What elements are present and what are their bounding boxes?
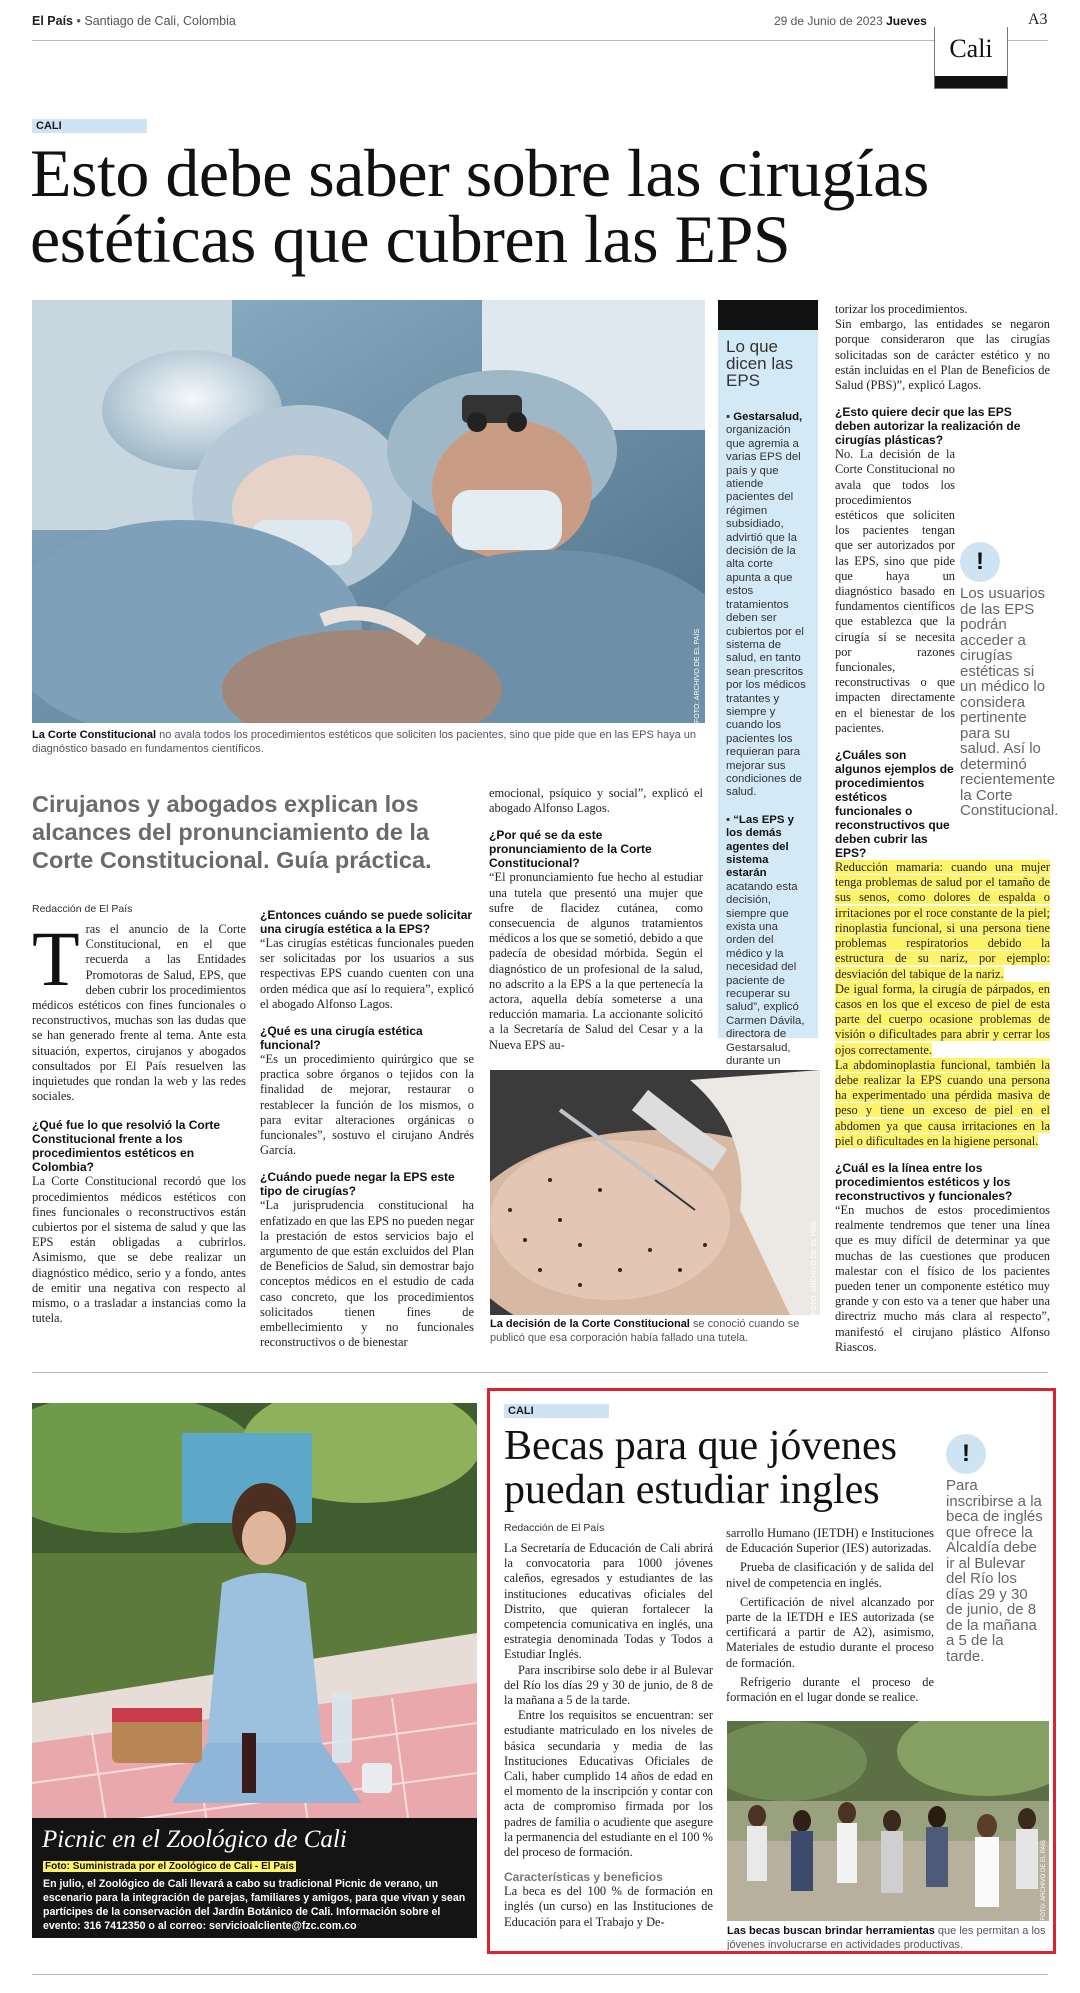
photo-credit: FOTO: ARCHIVO DE EL PAÍS xyxy=(694,628,701,723)
page-number: A3 xyxy=(1028,11,1048,28)
photo-caption xyxy=(32,728,705,756)
section-bar xyxy=(935,76,1007,88)
answer-5: “El pronunciamiento fue hecho al estudiar una tutela que presentó una mujer que sufre de flacidez cutánea, como consecuencia de algunos tratamientos médicos a los que se sometió, debido a que padecía de obesidad mórbida. Según el diagnóstico de un profesional de la salud, no adscrito a la EPS a la que pertenecía la actora, aquella debía someterse a una reducción mamaria. La accionante solicitó a la Secretaría de Salud del Cesar y a la Nueva EPS au- xyxy=(489,870,703,1052)
question-3: ¿Qué es una cirugía estética funcional? xyxy=(260,1024,423,1053)
photo-2-caption xyxy=(490,1317,820,1345)
sidebar-item-2-text: acatando esta decisión, siempre que exista una orden del médico y la necesidad del paciente de recuperar su salud”, explicó Carmen Dávila, directora de Gestarsalud, durante un xyxy=(726,880,805,1068)
highlight-1-text: Reducción mamaria: cuando una mujer tenga problemas de salud por el tamaño de sus senos, como dolores de espalda o irritaciones por el roce constante de la piel; rinoplastia funcional, si una persona tiene problemas respiratorios debido la estructura de su nariz, por ejemplo: desviación del tabique de la nariz. xyxy=(835,860,1050,981)
becas-subhead: Características y beneficios xyxy=(504,1870,663,1885)
scalpel-illustration xyxy=(490,1070,820,1315)
picnic-box xyxy=(32,1818,477,1938)
answer-3: “Es un procedimiento quirúrgico que se practica sobre órganos o tejidos con la finalidad de mejorar, restaurar o restablecer la función de los mismos, o para evitar alteraciones orgánicas o funcionales”, sostuvo el cirujano Andrés García. xyxy=(260,1052,474,1158)
becas-p4: La beca es del 100 % de formación en inglés (un curso) en las Instituciones de Educación para el Trabajo y De- xyxy=(504,1884,713,1929)
becas-column-1 xyxy=(504,1541,713,1930)
surgery-illustration xyxy=(32,300,705,723)
sidebar-bar xyxy=(718,300,818,330)
section-label: Cali xyxy=(949,34,993,63)
location: Santiago de Cali, Colombia xyxy=(84,14,236,28)
answer-2: “Las cirugías estéticas funcionales pueden ser solicitadas por los usuarios a sus respectivas EPS cuando cuenten con una orden médica que así lo requiera”, explicó el abogado Alfonso Lagos. xyxy=(260,936,474,1011)
sidebar-item-1-text: organización que agremia a varias EPS del país y que atiende pacientes del régimen subsidiado, advirtió que la decisión de la alta corte apunta a que estos tratamientos deben ser cubiertos por el sistema de salud, en tanto sean prescritos por los médicos tratantes y siempre y cuando los pacientes los requieran para mejorar sus condiciones de salud. xyxy=(726,424,806,799)
caption-bold: La Corte Constitucional xyxy=(32,729,157,741)
becas-byline: Redacción de El País xyxy=(504,1522,605,1534)
answer-5-cont: torizar los procedimientos. xyxy=(835,302,968,316)
question-4: ¿Cuándo puede negar la EPS este tipo de cirugías? xyxy=(260,1170,455,1199)
photo-2-caption-bold: La decisión de la Corte Constitucional xyxy=(490,1318,690,1330)
highlight-3 xyxy=(835,1058,1050,1149)
footer-rule xyxy=(32,1974,1048,1975)
question-1: ¿Qué fue lo que resolvió la Corte Constitucional frente a los procedimientos estéticos en Colombia? xyxy=(32,1118,221,1175)
weekday: Jueves xyxy=(886,14,927,28)
becas-p1: La Secretaría de Educación de Cali abrirá la convocatoria para 1000 jóvenes caleños, egresados y estudiantes de las instituciones educativas oficiales del Distrito, que quieran fortalecer la competencia comunicativa en inglés, una estrategia denominada Todas y Todos a Estudiar Inglés. xyxy=(504,1541,713,1662)
sidebar-item-2-bold: “Las EPS y los demás agentes del sistema estarán xyxy=(726,813,794,880)
sidebar-item-2: ▪ “Las EPS y los demás agentes del sistema estarán acatando esta decisión, siempre que exista una orden del médico y la necesidad del paciente de recuperar su salud”, explicó Carmen Dávila, directora de Gestarsalud, durante un xyxy=(726,814,810,1122)
becas-p3: Entre los requisitos se encuentran: ser estudiante matriculado en los niveles de básica secundaria y media de las Instituciones Educativas Oficiales de Cali, haber cumplido 14 años de edad en el momento de la inscripción y contar con acta de compromiso firmada por los padres de familia o acudiente que asegure la permanencia del estudiante en el 100 % del proceso de formación. xyxy=(504,1708,713,1860)
caption-text: no avala todos los procedimientos estéticos que soliciten los pacientes, sino que pide que en las EPS haya un diagnóstico basado en fundamentos científicos. xyxy=(32,729,697,755)
section-divider xyxy=(32,1372,1048,1373)
callout-eps xyxy=(960,542,1059,819)
answer-5-cont-b: Sin embargo, las entidades se negaron porque consideraron que las cirugías solicitadas son de carácter estético y no están incluidas en el Plan de Beneficios de Salud (PBS)”, explicó Lagos. xyxy=(835,317,1050,393)
students-caption-text: que les permitan a los jóvenes involucrarse en actividades productivas. xyxy=(727,1925,1046,1950)
sidebar-item-1-bold: Gestarsalud, xyxy=(733,411,803,423)
question-2: ¿Entonces cuándo se puede solicitar una cirugía estética a la EPS? xyxy=(260,908,473,936)
section-tag: CALI xyxy=(32,119,147,133)
question-5: ¿Por qué se da este pronunciamiento de la Corte Constitucional? xyxy=(489,828,652,871)
becas-c2p3: Certificación de nivel alcanzado por parte de la IETDH e IES autorizada (se certificará a partir de A2), asimismo, Materiales de estudio durante el proceso de formación. xyxy=(726,1594,934,1670)
question-8: ¿Cuál es la línea entre los procedimientos estéticos y los reconstructivos y funcionales? xyxy=(835,1160,1013,1203)
becas-c2p4: Refrigerio durante el proceso de formación en el lugar donde se realice. xyxy=(726,1674,934,1705)
callout-text: Los usuarios de las EPS podrán acceder a cirugías estéticas si un médico lo considera pertinente para su salud. Así lo determinó recientemente la Corte Constitucional. xyxy=(960,585,1059,819)
becas-c2p1: sarrollo Humano (IETDH) e Instituciones de Educación Superior (IES) autorizadas. xyxy=(726,1526,934,1556)
question-6: ¿Esto quiere decir que las EPS deben autorizar la realización de cirugías plásticas? xyxy=(835,405,1021,448)
exclamation-icon: ! xyxy=(960,542,1000,582)
question-7: ¿Cuáles son algunos ejemplos de procedimientos estéticos funcionales o reconstructivos que deben cubrir las EPS? xyxy=(835,748,954,861)
students-caption xyxy=(727,1924,1047,1950)
column-4 xyxy=(835,302,1059,1355)
becas-c2p2: Prueba de clasificación y de salida del nivel de competencia en inglés. xyxy=(726,1560,934,1590)
becas-tag: CALI xyxy=(504,1404,609,1418)
answer-4-cont: emocional, psíquico y social”, explicó el abogado Alfonso Lagos. xyxy=(489,786,703,816)
becas-column-2 xyxy=(726,1526,934,1705)
highlight-1 xyxy=(835,860,1050,982)
masthead-left xyxy=(32,14,236,28)
sidebar-eps xyxy=(718,300,818,1068)
main-headline: Esto debe saber sobre las cirugías estéticas que cubren las EPS xyxy=(30,135,929,277)
masthead-date xyxy=(774,14,927,28)
bullet: • xyxy=(76,14,81,28)
answer-8: “En muchos de estos procedimientos realmente tendremos que tener una línea que es muy difícil de determinar ya que muchas de las cuestiones que producen malestar con el físico de los pacientes pueden tener un componente estético muy grande y con esto va a tener que haber una directriz mucho más clara al respecto”, manifestó el cirujano plástico Alfonso Riascos. xyxy=(835,1202,1050,1354)
photo-2-caption-text: se conoció cuando se publicó que esa corporación había fallado una tutela. xyxy=(490,1318,800,1344)
answer-6: No. La decisión de la Corte Constitucional no avala que todos los procedimientos estéticos que soliciten los pacientes tengan que ser autorizados por las EPS, sino que pide que haya un diagnóstico basado en fundamentos científicos que establezca que la cirugía sí se necesita por razones funcionales, reconstructivas o que impacten directamente en el bienestar de los pacientes. xyxy=(835,447,955,735)
picnic-credit: Foto: Suministrada por el Zoológico de Cali - El País xyxy=(45,1861,294,1872)
becas-headline: Becas para que jóvenes puedan estudiar ingles xyxy=(504,1423,897,1513)
sidebar-title: Lo que dicen las EPS xyxy=(726,337,794,390)
surgery-photo xyxy=(32,300,705,723)
byline: Redacción de El País xyxy=(32,903,133,915)
answer-4: “La jurisprudencia constitucional ha enfatizado en que las EPS no pueden negar la prestación de estos servicios bajo el argumento de que están excluidos del Plan de Beneficios de Salud, sin demostrar bajo conceptos médicos en el estudio de cada caso concreto, que los procedimientos solicitados tienen fines de embellecimiento y no funcionales reconstructivos o de bienestar xyxy=(260,1198,474,1350)
surgery-photo-2 xyxy=(490,1070,820,1315)
becas-p2: Para inscribirse solo debe ir al Bulevar del Río los días 29 y 30 de junio, de 8 de la mañana a 5 de la tarde. xyxy=(504,1662,713,1708)
date: 29 de Junio de 2023 xyxy=(774,14,883,28)
becas-exclamation-icon: ! xyxy=(946,1434,986,1474)
masthead-rule xyxy=(32,40,1048,41)
column-2 xyxy=(260,908,474,1350)
students-caption-bold: Las becas buscan brindar herramientas xyxy=(727,1925,935,1937)
dropcap: T xyxy=(32,915,80,1002)
students-illustration xyxy=(727,1721,1049,1921)
paper-name: El País xyxy=(32,14,73,28)
photo-2-credit: FOTO: ARCHIVO DE EL PAÍS xyxy=(811,1220,818,1315)
intro-paragraph: ras el anuncio de la Corte Constitucional, en el que recuerda a las Entidades Promotoras de Salud, EPS, que deben cubrir los procedimientos médicos estéticos con fines funcionales o reconstructivos, muchas son las dudas que se han generado frente al tema. Ante esta situación, expertos, cirujanos y abogados consultados por El País resuelven las inquietudes que rondan la web y las redes sociales. xyxy=(32,922,246,1104)
students-photo-credit: FOTO: ARCHIVO DE EL PAÍS xyxy=(1041,1840,1047,1921)
picnic-text: En julio, el Zoológico de Cali llevará a cabo su tradicional Picnic de verano, un escenario para la integración de parejas, familiares y amigos, para que vivan y sean partícipes de la conservación del Jardín Botánico de Cali. Información sobre el evento: 316 7412350 o al correo: servicioalcliente@fzc.com.co xyxy=(43,1878,466,1932)
subhead: Cirujanos y abogados explican los alcances del pronunciamiento de la Corte Constitucional. Guía práctica. xyxy=(32,791,432,873)
students-photo xyxy=(727,1721,1049,1921)
section-box xyxy=(934,27,1008,89)
becas-callout xyxy=(946,1434,1044,1664)
column-1 xyxy=(32,915,246,1326)
becas-callout-text: Para inscribirse a la beca de inglés que ofrece la Alcaldía debe ir al Bulevar del Río los días 29 y 30 de junio, de 8 de la mañana a 5 de la tarde. xyxy=(946,1477,1043,1665)
highlight-3-text: La abdominoplastia funcional, también la debe realizar la EPS cuando una persona ha experimentado una pérdida masiva de peso y tiene un exceso de piel en el abdomen ya que causa irritaciones en la piel o dificultades en la higiene personal. xyxy=(835,1057,1050,1148)
highlight-2-text: De igual forma, la cirugía de párpados, en casos en los que el exceso de piel de esta parte del cuerpo ocasione problemas de visión o dificultades para abrir y cerrar los ojos correctamente. xyxy=(835,981,1050,1057)
column-3 xyxy=(489,786,703,1053)
sidebar-item-1: ▪ Gestarsalud, organización que agremia a varias EPS del país y que atiende pacientes del régimen subsidiado, advirtió que la decisión de la alta corte apunta a que estos tratamientos deben ser cubiertos por el sistema de salud, en tanto sean prescritos por los médicos tratantes y siempre y cuando los pacientes los requieran para mejorar sus condiciones de salud. xyxy=(726,411,806,799)
highlight-2 xyxy=(835,982,1050,1058)
picnic-title: Picnic en el Zoológico de Cali xyxy=(42,1826,347,1853)
answer-1: La Corte Constitucional recordó que los procedimientos médicos estéticos con fines funcionales o reconstructivos están cubiertos por el sistema de salud y que las EPS están obligadas a cubrirlos. Asimismo, que se debe realizar un diagnóstico médico, serio y a fondo, antes de emitir una negativa con respecto al mismo, o a trasladar a instancias como la tutela. xyxy=(32,1174,246,1326)
